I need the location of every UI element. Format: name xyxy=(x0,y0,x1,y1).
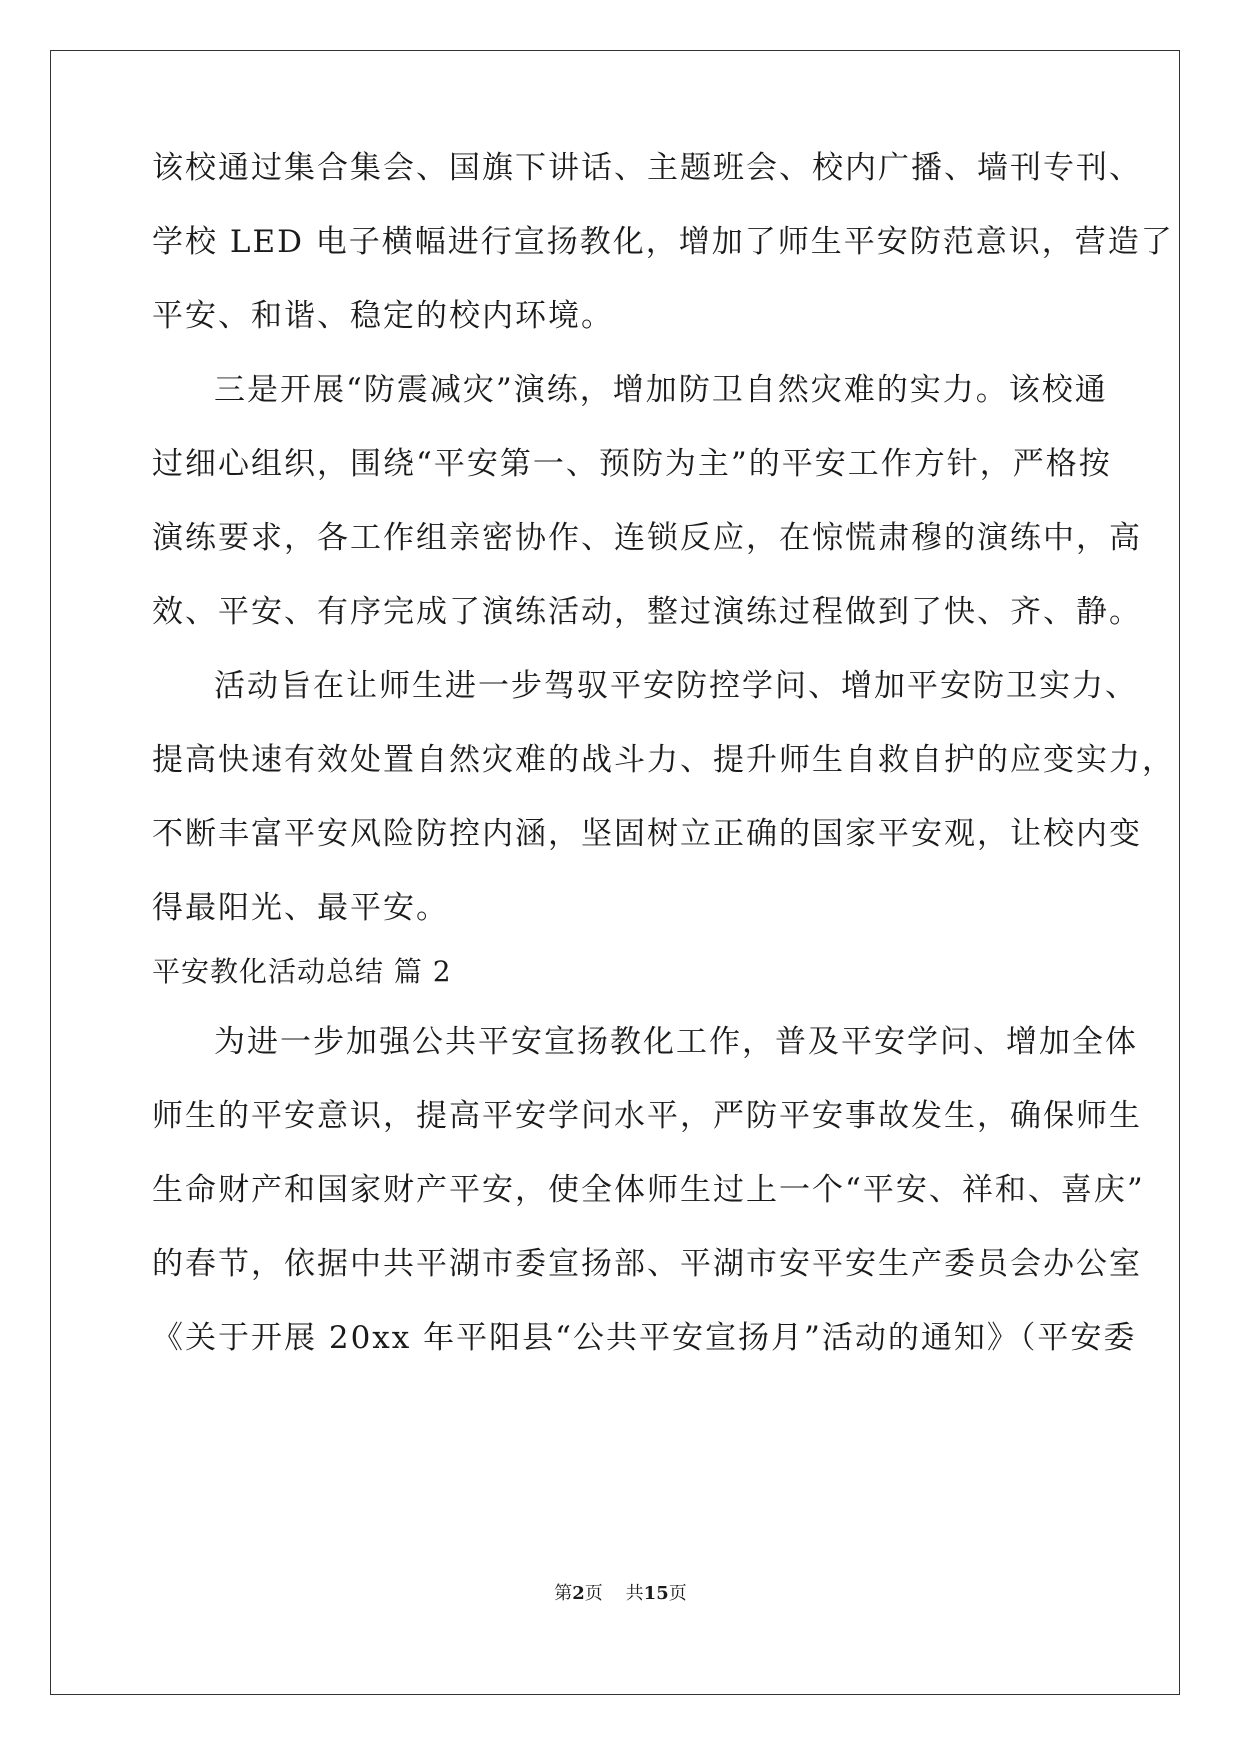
body-line-6: 演练要求，各工作组亲密协作、连锁反应，在惊慌肃穆的演练中，高 xyxy=(152,520,1142,556)
body-line-3: 平安、和谐、稳定的校内环境。 xyxy=(152,298,614,334)
body-line-14: 生命财产和国家财产平安，使全体师生过上一个“平安、祥和、喜庆” xyxy=(152,1172,1145,1208)
footer-total-prefix: 共 xyxy=(625,1583,644,1604)
body-line-5: 过细心组织，围绕“平安第一、预防为主”的平安工作方针，严格按 xyxy=(152,446,1112,482)
body-line-10: 不断丰富平安风险防控内涵，坚固树立正确的国家平安观，让校内变 xyxy=(152,816,1142,852)
footer-page-number: 2 xyxy=(572,1583,585,1604)
footer-total-pages: 15 xyxy=(643,1583,669,1604)
footer-page-prefix: 第 xyxy=(554,1583,573,1604)
body-line-4: 三是开展“防震减灾”演练，增加防卫自然灾难的实力。该校通 xyxy=(214,372,1108,408)
footer-page-suffix: 页 xyxy=(584,1583,603,1604)
body-line-8: 活动旨在让师生进一步驾驭平安防控学问、增加平安防卫实力、 xyxy=(214,668,1138,704)
page-footer xyxy=(0,1582,1241,1606)
body-line-12: 为进一步加强公共平安宣扬教化工作，普及平安学问、增加全体 xyxy=(214,1024,1138,1060)
body-line-1: 该校通过集合集会、国旗下讲话、主题班会、校内广播、墙刊专刊、 xyxy=(152,150,1142,186)
footer-total-suffix: 页 xyxy=(668,1583,687,1604)
body-line-11: 得最阳光、最平安。 xyxy=(152,890,449,926)
body-line-9: 提高快速有效处置自然灾难的战斗力、提升师生自救自护的应变实力， xyxy=(152,742,1175,778)
body-line-16: 《关于开展 20xx 年平阳县“公共平安宣扬月”活动的通知》（平安委 xyxy=(152,1320,1137,1356)
section-heading: 平安教化活动总结 篇 2 xyxy=(152,955,452,988)
body-line-15: 的春节，依据中共平湖市委宣扬部、平湖市安平安生产委员会办公室 xyxy=(152,1246,1142,1282)
body-line-2: 学校 LED 电子横幅进行宣扬教化，增加了师生平安防范意识，营造了 xyxy=(152,224,1174,260)
body-line-13: 师生的平安意识，提高平安学问水平，严防平安事故发生，确保师生 xyxy=(152,1098,1142,1134)
body-line-7: 效、平安、有序完成了演练活动，整过演练过程做到了快、齐、静。 xyxy=(152,594,1142,630)
